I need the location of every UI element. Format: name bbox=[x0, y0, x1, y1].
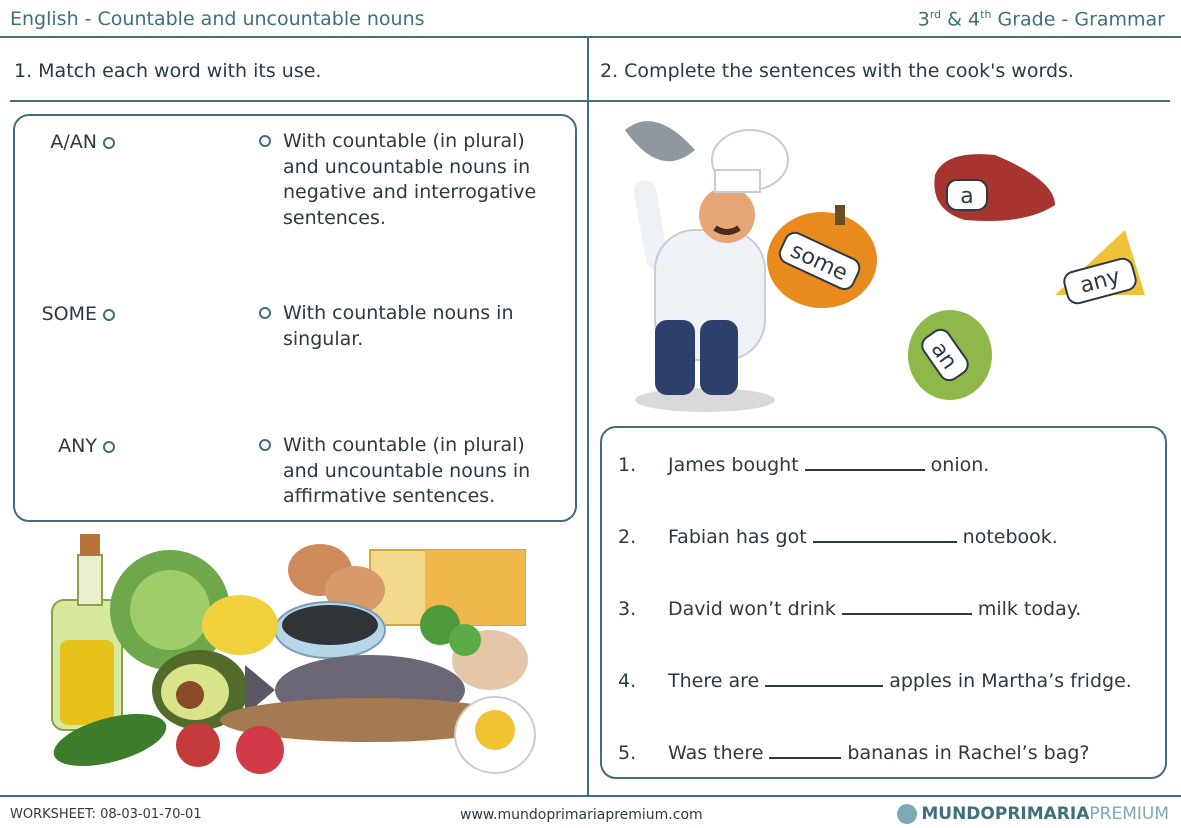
task2-title: 2. Complete the sentences with the cook's words. bbox=[600, 60, 1074, 82]
brand-logo: MUNDOPRIMARIA PREMIUM bbox=[897, 804, 1169, 824]
match-dot[interactable] bbox=[103, 309, 115, 321]
sentence-3: 3. David won’t drink milk today. bbox=[618, 598, 1082, 620]
answer-blank[interactable] bbox=[842, 597, 972, 615]
match-word-a-an: A/AN bbox=[15, 131, 115, 153]
match-use-2: With countable nouns in singular. bbox=[259, 301, 559, 352]
page-header bbox=[0, 0, 1181, 38]
cook-words-illustration bbox=[765, 120, 1165, 420]
worksheet-title: English - Countable and uncountable nouns bbox=[10, 8, 425, 30]
globe-icon bbox=[897, 804, 917, 824]
match-dot[interactable] bbox=[259, 439, 271, 451]
worksheet-code: WORKSHEET: 08-03-01-70-01 bbox=[10, 807, 202, 822]
match-use-3: With countable (in plural) and uncountable nouns in affirmative sentences. bbox=[259, 433, 559, 510]
grade-label: 3rd & 4th Grade - Grammar bbox=[917, 8, 1165, 31]
match-box bbox=[13, 114, 577, 522]
answer-blank[interactable] bbox=[765, 669, 883, 687]
match-dot[interactable] bbox=[103, 137, 115, 149]
sentences-box bbox=[600, 426, 1167, 779]
match-dot[interactable] bbox=[103, 441, 115, 453]
task-title-divider bbox=[10, 100, 1170, 102]
sentence-5: 5. Was there bananas in Rachel’s bag? bbox=[618, 742, 1090, 764]
match-word-some: SOME bbox=[15, 303, 115, 325]
sentence-4: 4. There are apples in Martha’s fridge. bbox=[618, 670, 1132, 692]
cook-word-some: some bbox=[786, 238, 852, 287]
match-dot[interactable] bbox=[259, 307, 271, 319]
site-url[interactable]: www.mundoprimariapremium.com bbox=[460, 807, 703, 823]
match-word-any: ANY bbox=[15, 435, 115, 457]
match-use-1: With countable (in plural) and uncountable nouns in negative and interrogative sentences. bbox=[259, 129, 559, 231]
cook-word-an: an bbox=[925, 337, 962, 375]
cook-word-any: any bbox=[1077, 264, 1123, 299]
task1-title: 1. Match each word with its use. bbox=[14, 60, 322, 82]
sentence-1: 1. James bought onion. bbox=[618, 454, 990, 476]
sentence-2: 2. Fabian has got notebook. bbox=[618, 526, 1058, 548]
match-dot[interactable] bbox=[259, 135, 271, 147]
answer-blank[interactable] bbox=[769, 741, 841, 759]
footer-divider bbox=[0, 795, 1181, 797]
cook-word-a: a bbox=[960, 184, 974, 209]
answer-blank[interactable] bbox=[813, 525, 957, 543]
food-illustration bbox=[40, 530, 540, 785]
answer-blank[interactable] bbox=[805, 453, 925, 471]
column-divider bbox=[587, 38, 589, 795]
